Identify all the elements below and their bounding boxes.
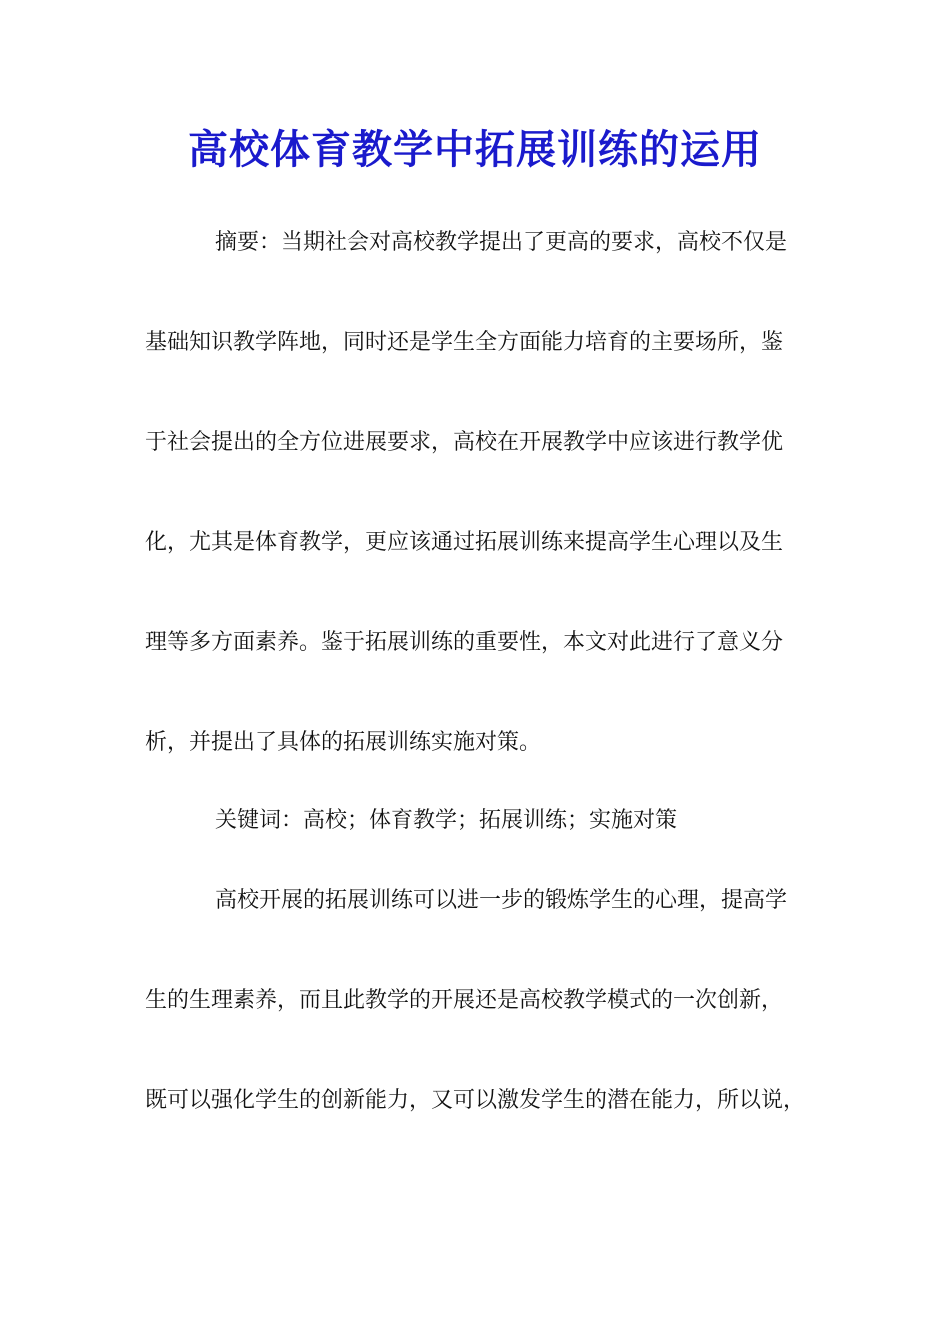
abstract-line-1: 摘要：当期社会对高校教学提出了更高的要求，高校不仅是 — [215, 230, 788, 255]
abstract-line-2: 基础知识教学阵地，同时还是学生全方面能力培育的主要场所，鉴 — [145, 330, 784, 355]
abstract-line-3: 于社会提出的全方位进展要求，高校在开展教学中应该进行教学优 — [145, 430, 784, 455]
abstract-line-5: 理等多方面素养。鉴于拓展训练的重要性，本文对此进行了意义分 — [145, 630, 784, 655]
abstract-line-4: 化，尤其是体育教学，更应该通过拓展训练来提高学生心理以及生 — [145, 530, 784, 555]
body-line-3: 既可以强化学生的创新能力，又可以激发学生的潜在能力，所以说， — [145, 1088, 806, 1113]
body-line-1: 高校开展的拓展训练可以进一步的锻炼学生的心理，提高学 — [215, 888, 788, 913]
body-line-2: 生的生理素养，而且此教学的开展还是高校教学模式的一次创新， — [145, 988, 784, 1013]
keywords-line: 关键词：高校；体育教学；拓展训练；实施对策 — [215, 808, 678, 833]
abstract-line-6: 析，并提出了具体的拓展训练实施对策。 — [145, 730, 542, 755]
document-title: 高校体育教学中拓展训练的运用 — [188, 126, 762, 173]
